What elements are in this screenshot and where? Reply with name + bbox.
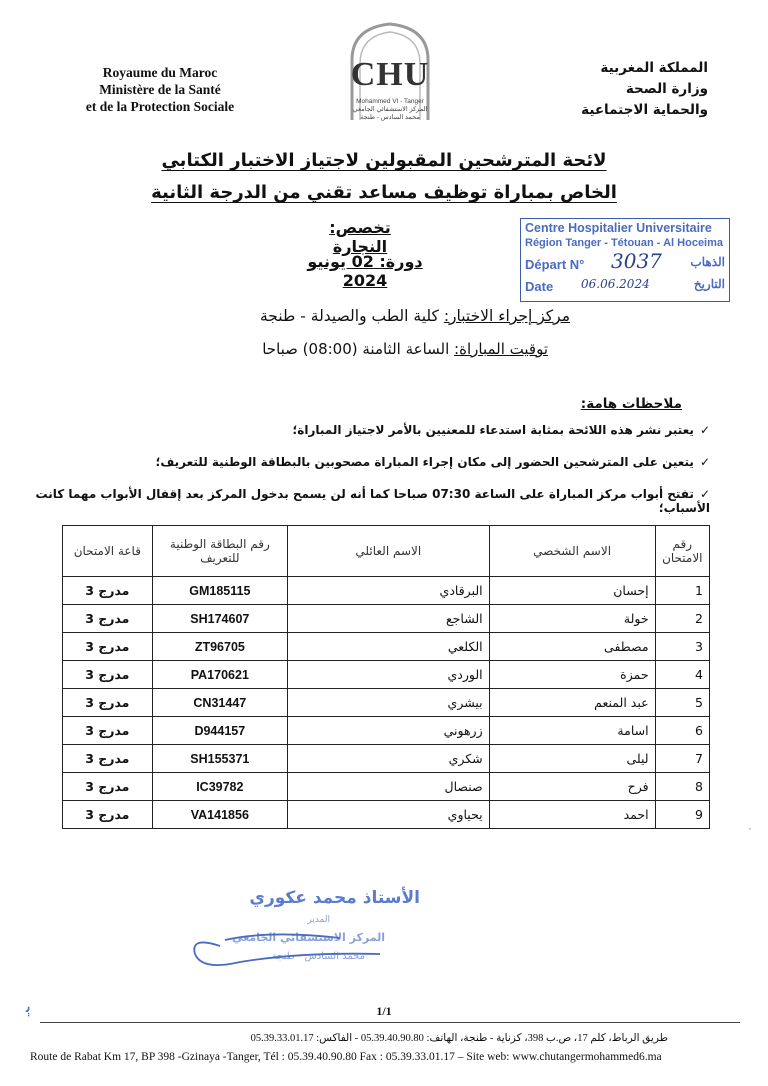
footer-divider: [40, 1022, 740, 1023]
check-icon: ✓: [699, 487, 710, 501]
header-last-name: الاسم العائلي: [288, 526, 490, 577]
table-row: [63, 633, 710, 661]
table-row: [63, 605, 710, 633]
logo-sub-2: المركز الاستشفائي الجامعي: [352, 106, 428, 113]
cell-num: 1: [655, 577, 709, 605]
cell-num: 6: [655, 717, 709, 745]
cell-room: مدرج 3: [63, 801, 153, 829]
cell-cin: IC39782: [152, 773, 287, 801]
table-row: [63, 661, 710, 689]
cell-num: 8: [655, 773, 709, 801]
cell-num: 4: [655, 661, 709, 689]
exam-center-value: كلية الطب والصيدلة - طنجة: [259, 307, 444, 325]
cell-room: مدرج 3: [63, 633, 153, 661]
cell-num: 7: [655, 745, 709, 773]
cell-room: مدرج 3: [63, 773, 153, 801]
header-ar-kingdom: المملكة المغربية: [600, 60, 708, 76]
header-ar-ministry: وزارة الصحة: [625, 81, 708, 97]
cell-first-name: فرح: [489, 773, 655, 801]
logo-sub-1: Mohammed VI - Tanger: [356, 98, 424, 105]
cell-cin: ZT96705: [152, 633, 287, 661]
cell-room: مدرج 3: [63, 717, 153, 745]
notes-title: ملاحظات هامة:: [580, 396, 682, 412]
cell-last-name: البرقادي: [288, 577, 490, 605]
cell-first-name: ليلى: [489, 745, 655, 773]
stamp-line-1: Centre Hospitalier Universitaire: [525, 221, 712, 235]
cell-cin: SH174607: [152, 605, 287, 633]
check-icon: ✓: [699, 455, 710, 469]
cell-cin: GM185115: [152, 577, 287, 605]
footer-arabic: طريق الرباط، كلم 17، ص.ب 398، كزناية - طنجة، الهاتف: 05.39.40.90.80 - الفاكس: 05.39.33.01.17: [250, 1033, 668, 1044]
exam-center: [260, 307, 570, 325]
cell-last-name: الوردي: [288, 661, 490, 689]
header-arabic: [538, 58, 708, 121]
note-item: [30, 455, 710, 469]
cell-num: 3: [655, 633, 709, 661]
cell-last-name: الشاجع: [288, 605, 490, 633]
stamp-date-label: Date: [525, 279, 554, 294]
note-text-2: يتعين على المترشحين الحضور إلى مكان إجراء المباراة مصحوبين بالبطاقة الوطنية للتعريف؛: [155, 455, 694, 469]
table-row: [63, 717, 710, 745]
signature-scribble-icon: [180, 916, 420, 976]
table-row: [63, 801, 710, 829]
candidates-table: [62, 525, 710, 829]
cell-cin: SH155371: [152, 745, 287, 773]
title-line-2: الخاص بمباراة توظيف مساعد تقني من الدرجة الثانية: [151, 182, 617, 203]
exam-timing-label: توقيت المباراة:: [454, 340, 548, 358]
page-mark-icon: ﭔ: [26, 996, 32, 1017]
note-text-1: يعتبر نشر هذه اللائحة بمثابة استدعاء للمعنيين بالأمر لاجتياز المباراة؛: [292, 423, 694, 437]
cell-first-name: عبد المنعم: [489, 689, 655, 717]
table-row: [63, 689, 710, 717]
header-fr-protection: et de la Protection Sociale: [85, 99, 235, 114]
check-icon: ✓: [699, 423, 710, 437]
stamp-date-value: 06.06.2024: [581, 277, 650, 291]
cell-cin: CN31447: [152, 689, 287, 717]
page-number: 1/1: [376, 1004, 392, 1018]
signature-block: [180, 888, 420, 978]
logo-subtitle: [330, 98, 450, 122]
cell-last-name: الكلعي: [288, 633, 490, 661]
note-item: [30, 423, 710, 437]
cell-first-name: احمد: [489, 801, 655, 829]
cell-first-name: اسامة: [489, 717, 655, 745]
cell-last-name: شكري: [288, 745, 490, 773]
edge-mark-icon: ·: [748, 822, 752, 836]
stamp-depart-value: 3037: [611, 249, 662, 273]
header-fr-kingdom: Royaume du Maroc: [102, 65, 218, 80]
cell-cin: VA141856: [152, 801, 287, 829]
header-french: [40, 64, 280, 115]
note-text-3: تفتح أبواب مركز المباراة على الساعة 07:30 صباحا كما أنه لن يسمح بدخول المركز بعد إقفال الأبواب مهما كانت الأسباب؛: [35, 487, 710, 515]
cell-last-name: صنصال: [288, 773, 490, 801]
cell-first-name: إحسان: [489, 577, 655, 605]
cell-first-name: خولة: [489, 605, 655, 633]
specialty: تخصص: النجارة: [329, 218, 391, 256]
signatory-org-1: المركز الاستشفائي الجامعي: [232, 931, 385, 944]
cell-num: 5: [655, 689, 709, 717]
logo-text: CHU: [350, 56, 430, 93]
cell-room: مدرج 3: [63, 605, 153, 633]
exam-timing-value: الساعة الثامنة (08:00) صباحا: [262, 340, 455, 358]
signatory-org-2: محمد السادس - طنجة: [271, 951, 365, 962]
session: دورة: 02 يونيو 2024: [307, 252, 423, 290]
table-row: [63, 773, 710, 801]
table-header-row: [63, 526, 710, 577]
stamp-depart-ar: الذهاب: [690, 255, 725, 269]
cell-last-name: بيشري: [288, 689, 490, 717]
note-item: [30, 487, 710, 515]
stamp-date-ar: التاريخ: [693, 277, 725, 291]
exam-center-label: مركز إجراء الاختبار:: [443, 307, 570, 325]
registry-stamp: [520, 218, 730, 302]
cell-room: مدرج 3: [63, 577, 153, 605]
stamp-depart-label: Départ N°: [525, 257, 585, 272]
cell-cin: PA170621: [152, 661, 287, 689]
stamp-line-2: Région Tanger - Tétouan - Al Hoceima: [525, 237, 724, 249]
cell-last-name: زرهوني: [288, 717, 490, 745]
header-cin: رقم البطاقة الوطنية للتعريف: [152, 526, 287, 577]
signatory-name: الأستاذ محمد عكوري: [249, 888, 420, 908]
footer-french: Route de Rabat Km 17, BP 398 -Gzinaya -Tanger, Tél : 05.39.40.90.80 Fax : 05.39.33.01.17 – Site web: www.chutangermohammed6.ma: [30, 1051, 662, 1063]
header-room: قاعة الامتحان: [63, 526, 153, 577]
cell-num: 9: [655, 801, 709, 829]
cell-room: مدرج 3: [63, 689, 153, 717]
logo-sub-3: محمد السادس - طنجة: [360, 114, 420, 121]
cell-room: مدرج 3: [63, 661, 153, 689]
signatory-role: المدير: [307, 915, 330, 925]
exam-timing: [262, 340, 548, 358]
cell-first-name: حمزة: [489, 661, 655, 689]
cell-cin: D944157: [152, 717, 287, 745]
cell-first-name: مصطفى: [489, 633, 655, 661]
table-row: [63, 745, 710, 773]
table-row: [63, 577, 710, 605]
header-ar-protection: والحماية الاجتماعية: [581, 102, 708, 118]
cell-last-name: يحياوي: [288, 801, 490, 829]
header-num: رقم الامتحان: [655, 526, 709, 577]
cell-num: 2: [655, 605, 709, 633]
header-fr-ministry: Ministère de la Santé: [99, 82, 221, 97]
title-line-1: لائحة المترشحين المقبولين لاجتياز الاختبار الكتابي: [161, 150, 607, 171]
cell-room: مدرج 3: [63, 745, 153, 773]
header-first-name: الاسم الشخصي: [489, 526, 655, 577]
